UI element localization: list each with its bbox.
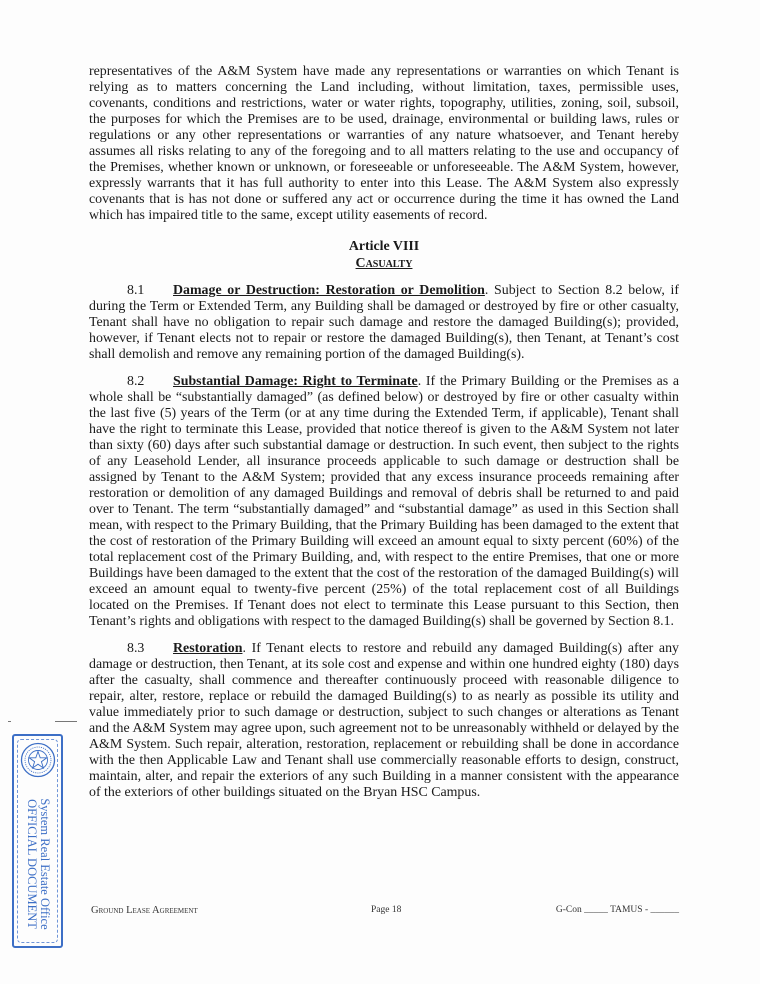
page-footer bbox=[89, 905, 679, 919]
section-heading: Damage or Destruction: Restoration or Demolition bbox=[173, 283, 485, 298]
article-title: Article VIII bbox=[348, 239, 420, 254]
official-document-stamp bbox=[12, 734, 63, 948]
stamp-text bbox=[25, 798, 51, 929]
article-heading bbox=[89, 238, 679, 272]
section-8-2 bbox=[89, 374, 679, 630]
section-number: 8.1 bbox=[127, 283, 145, 298]
scan-mark bbox=[8, 721, 11, 722]
opening-paragraph: representatives of the A&M System have made any representations or warranties on which Tenant is relying as to matters concerning the Land including, without limitation, taxes, permissible uses, covenants, conditions and restrictions, water or water rights, topography, utilities, zoning, soil, subsoil, the purposes for which the Premises are to be used, drainage, environmental or building laws, rules or regulations or any other representations or warranties of any nature whatsoever, and Tenant hereby assumes all risks relating to any of the foregoing and to all matters relating to the use and occupancy of the Premises, whether known or unknown, or foreseeable or unforeseeable. The A&M System, however, expressly warrants that it has full authority to enter into this Lease. The A&M System also expressly covenants that is has not done or suffered any act or occurrence during the time it has owned the Land which has impaired title to the same, except utility easements of record. bbox=[89, 64, 679, 223]
state-seal-icon bbox=[20, 742, 56, 778]
section-text: . If Tenant elects to restore and rebuild any damaged Building(s) after any damage or destruction, then Tenant, at its sole cost and expense and within one hundred eighty (180) days after the casualty, shall commence and thereafter continuously proceed with reasonable diligence to repair, alter, restore, replace or rebuild the damaged Building(s) to as nearly as possible its utility and value immediately prior to such damage or destruction, subject to such changes or alterations as Tenant and the A&M System may agree upon, such agreement not to be unreasonably withheld or delayed by the A&M System. Such repair, alteration, restoration, replacement or rebuilding shall be done in accordance with the then Applicable Law and Tenant shall use commercially reasonable efforts to design, construct, maintain, alter, and repair the exteriors of any such Building in a manner consistent with the appearance of the exteriors of other buildings situated on the Bryan HSC Campus. bbox=[89, 641, 679, 800]
section-number: 8.2 bbox=[127, 374, 145, 389]
stamp-official-label: OFFICIAL DOCUMENT bbox=[24, 799, 39, 929]
footer-document-title: Ground Lease Agreement bbox=[91, 905, 198, 916]
scan-mark bbox=[55, 721, 77, 722]
stamp-office-name: System Real Estate Office bbox=[37, 798, 52, 930]
footer-initials: G-Con _____ TAMUS - ______ bbox=[555, 905, 679, 915]
section-8-1 bbox=[89, 283, 679, 363]
section-number: 8.3 bbox=[127, 641, 145, 656]
section-heading: Substantial Damage: Right to Terminate bbox=[173, 374, 418, 389]
section-heading: Restoration bbox=[173, 641, 243, 656]
article-subtitle: Casualty bbox=[355, 256, 413, 271]
footer-page-number: Page 18 bbox=[371, 905, 402, 915]
section-text: . Subject to Section 8.2 below, if during the Term or Extended Term, any Building shall be damaged or destroyed by fire or other casualty, Tenant shall have no obligation to repair such damage and restore the damaged Building(s); provided, however, if Tenant elects not to repair or restore the damaged Building(s), then Tenant, at Tenant’s cost shall demolish and remove any remaining portion of the damaged Building(s). bbox=[89, 283, 679, 362]
document-body bbox=[89, 64, 679, 801]
section-8-3 bbox=[89, 641, 679, 801]
section-text: . If the Primary Building or the Premises as a whole shall be “substantially damaged” (as defined below) or destroyed by fire or other casualty within the last five (5) years of the Term (or at any time during the Extended Term, if applicable), Tenant shall have the right to terminate this Lease, provided that notice thereof is given to the A&M System not later than sixty (60) days after such substantial damage or destruction. In such event, then subject to the rights of any Leasehold Lender, all insurance proceeds applicable to such damage or destruction shall be assigned by Tenant to the A&M System; provided that any excess insurance proceeds remaining after restoration or demolition of any damaged Buildings and removal of debris shall be returned to and paid over to Tenant. The term “substantially damaged” and “substantial damage” as used in this Section shall mean, with respect to the Primary Building, that the Primary Building has been damaged to the extent that the cost of restoration of the Primary Building will exceed an amount equal to sixty percent (60%) of the total replacement cost of the Primary Building, and, with respect to the entire Premises, that one or more Buildings have been damaged to the extent that the cost of the restoration of the damaged Building(s) will exceed an amount equal to twenty-five percent (25%) of the total replacement cost of all Buildings located on the Premises. If Tenant does not elect to terminate this Lease pursuant to this Section, then Tenant’s rights and obligations with respect to the damaged Building(s) shall be governed by Section 8.1. bbox=[89, 374, 679, 629]
